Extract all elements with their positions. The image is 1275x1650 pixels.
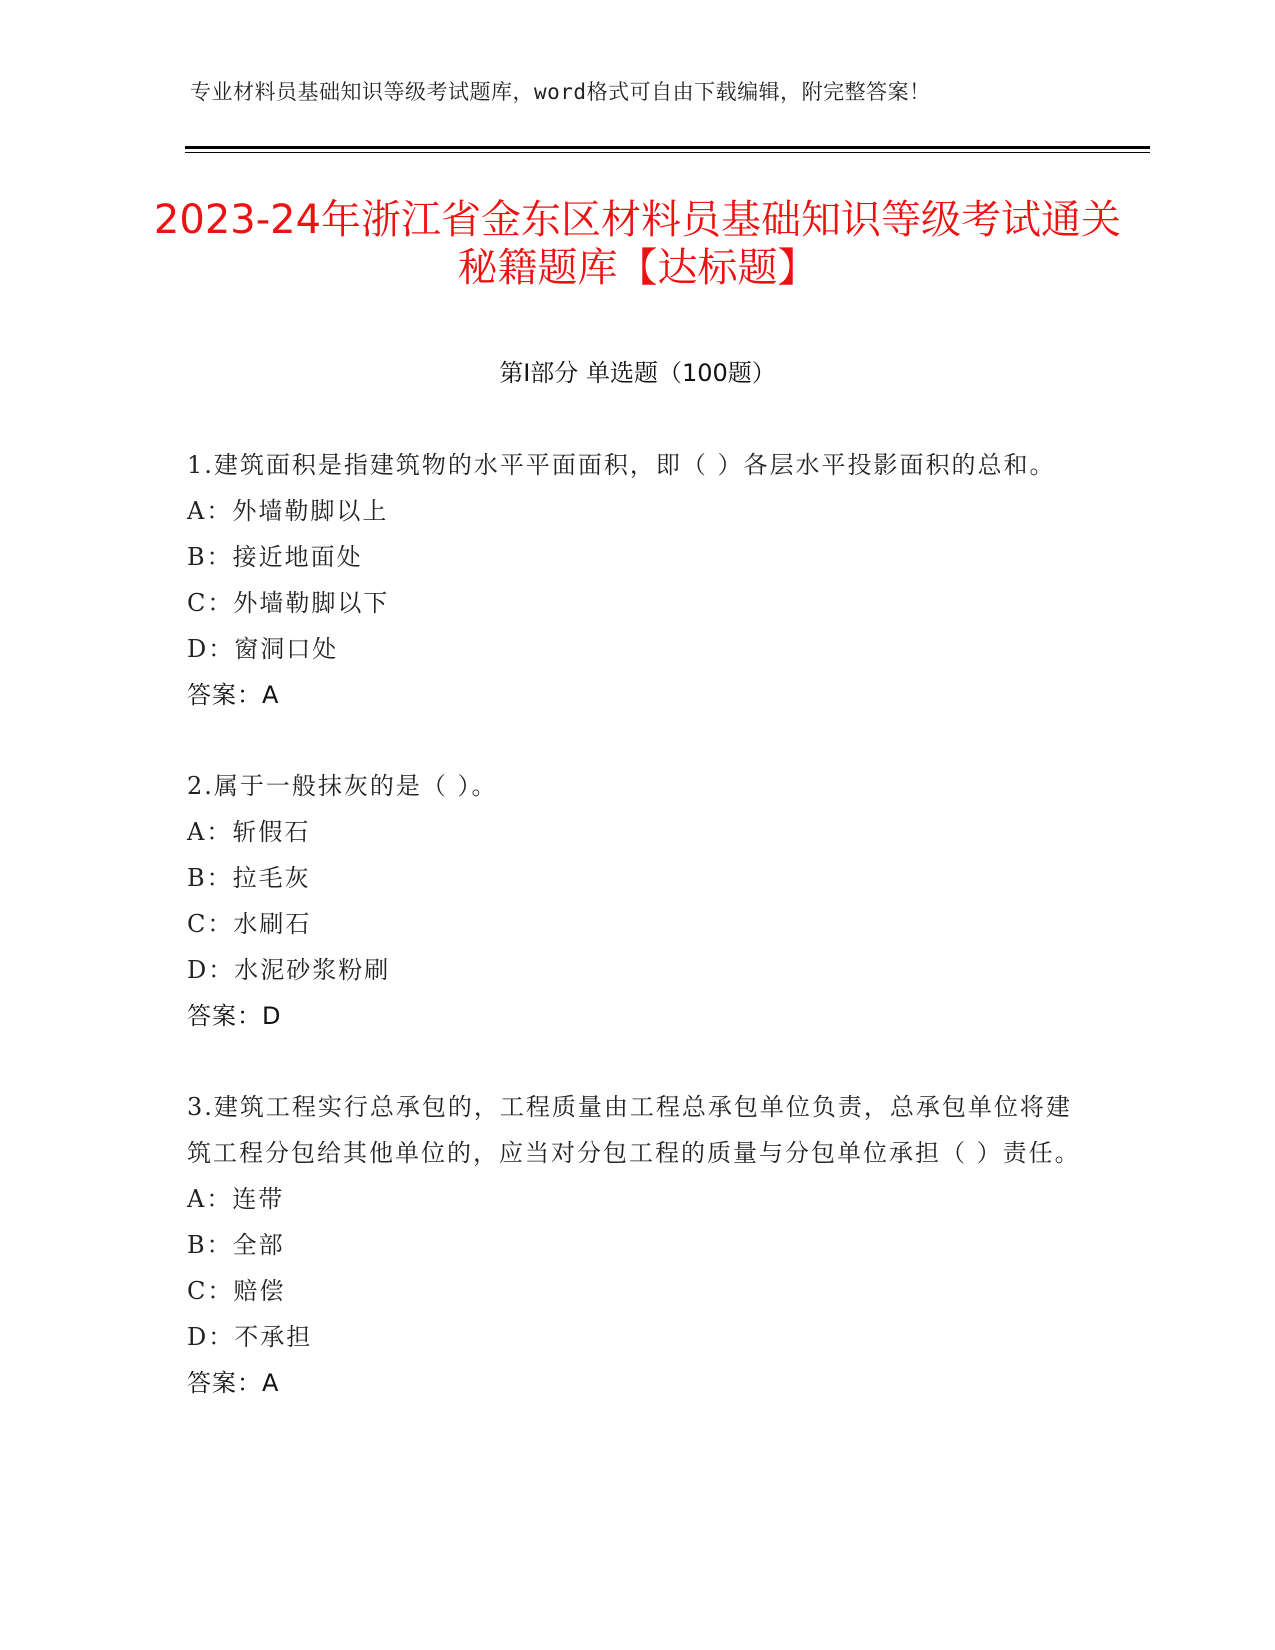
- question-stem: 1.建筑面积是指建筑物的水平平面面积，即（ ）各层水平投影面积的总和。: [187, 451, 1056, 479]
- answer: 答案：A: [187, 681, 280, 709]
- option-d: D：窗洞口处: [187, 635, 339, 663]
- option-d: D：水泥砂浆粉刷: [187, 956, 391, 984]
- option-a: A：斩假石: [187, 818, 311, 846]
- question-2: [187, 763, 1087, 1039]
- option-b: B：拉毛灰: [187, 864, 311, 892]
- header-rule-thin: [185, 152, 1150, 153]
- option-a: A：外墙勒脚以上: [187, 497, 389, 525]
- option-c: C：赔偿: [187, 1277, 286, 1305]
- answer: 答案：D: [187, 1002, 282, 1030]
- question-3: [187, 1084, 1087, 1406]
- question-1: [187, 442, 1087, 718]
- question-stem: 2.属于一般抹灰的是（ ）。: [187, 772, 498, 800]
- option-b: B：全部: [187, 1231, 285, 1259]
- option-d: D：不承担: [187, 1323, 313, 1351]
- question-stem: 3.建筑工程实行总承包的，工程质量由工程总承包单位负责，总承包单位将建筑工程分包给其他单位的，应当对分包工程的质量与分包单位承担（ ）责任。: [187, 1093, 1081, 1167]
- option-c: C：外墙勒脚以下: [187, 589, 390, 617]
- option-a: A：连带: [187, 1185, 285, 1213]
- option-b: B：接近地面处: [187, 543, 363, 571]
- document-title: 2023-24年浙江省金东区材料员基础知识等级考试通关秘籍题库【达标题】: [153, 197, 1122, 291]
- question-list: [187, 442, 1087, 1451]
- header-note: 专业材料员基础知识等级考试题库，word格式可自由下载编辑，附完整答案！: [190, 80, 931, 104]
- option-c: C：水刷石: [187, 910, 312, 938]
- answer: 答案：A: [187, 1369, 280, 1397]
- section-title: 第Ⅰ部分 单选题（100题）: [499, 359, 776, 387]
- header-rule-thick: [185, 146, 1150, 149]
